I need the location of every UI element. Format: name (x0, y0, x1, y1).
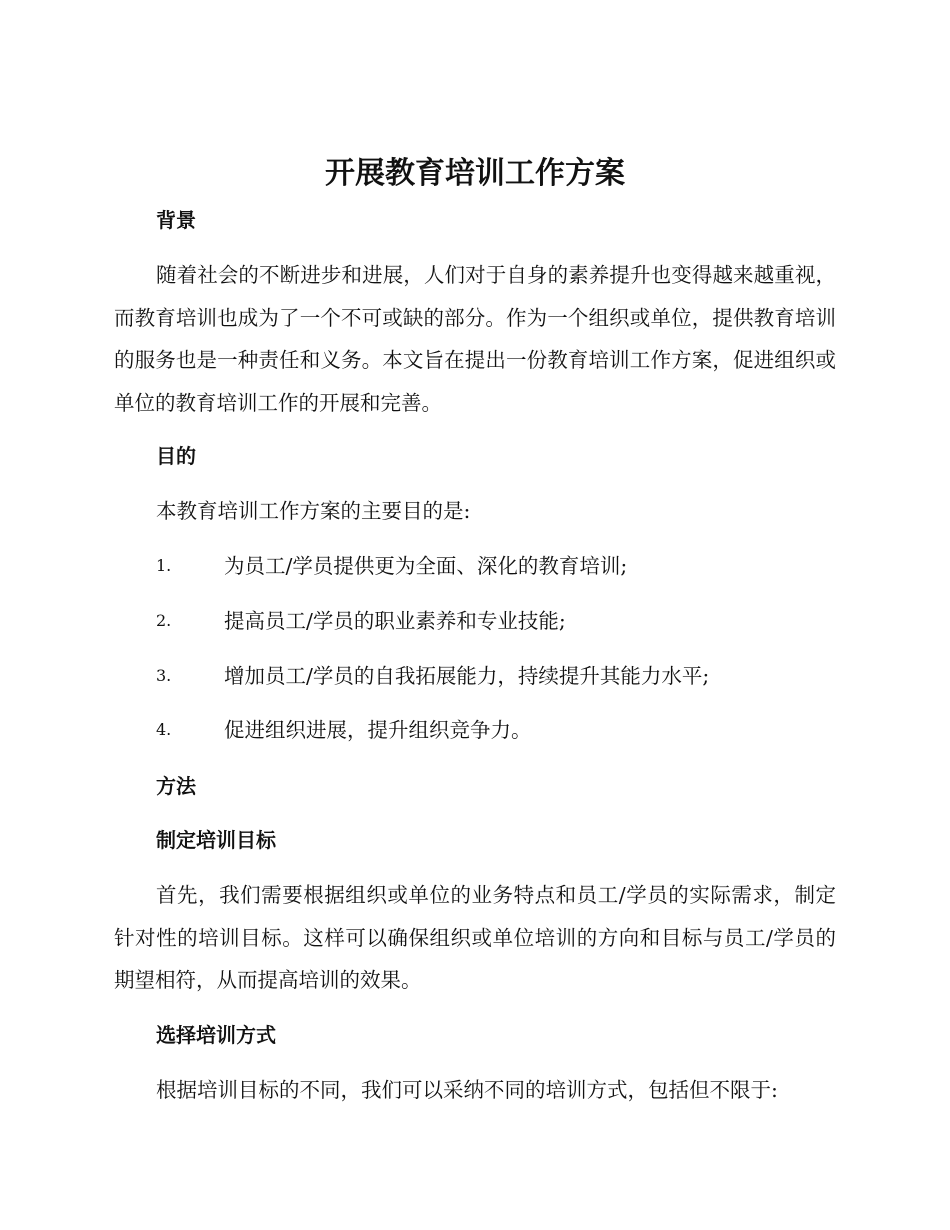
list-item-text: 提高员工/学员的职业素养和专业技能; (224, 609, 566, 633)
goals-paragraph: 首先，我们需要根据组织或单位的业务特点和员工/学员的实际需求，制定针对性的培训目标。这样可以确保组织或单位培训的方向和目标与员工/学员的期望相符，从而提高培训的效果。 (114, 883, 836, 992)
list-item-number: 4. (156, 720, 172, 739)
background-paragraph: 随着社会的不断进步和进展，人们对于自身的素养提升也变得越来越重视，而教育培训也成为了一个不可或缺的部分。作为一个组织或单位，提供教育培训的服务也是一种责任和义务。本文旨在提出一份教育培训工作方案，促进组织或单位的教育培训工作的开展和完善。 (114, 263, 836, 415)
purpose-intro: 本教育培训工作方案的主要目的是: (156, 499, 471, 523)
list-item-text: 为员工/学员提供更为全面、深化的教育培训; (224, 554, 628, 578)
section-heading-methods: 方法 (156, 774, 196, 798)
list-item-text: 增加员工/学员的自我拓展能力，持续提升其能力水平; (224, 664, 710, 688)
modes-paragraph: 根据培训目标的不同，我们可以采纳不同的培训方式，包括但不限于: (156, 1078, 778, 1102)
list-item-text: 促进组织进展，提升组织竞争力。 (224, 718, 532, 742)
subsection-heading-goals: 制定培训目标 (156, 828, 276, 852)
list-item-number: 2. (156, 611, 172, 630)
document-title: 开展教育培训工作方案 (325, 156, 625, 191)
list-item-number: 1. (156, 556, 172, 575)
section-heading-purpose: 目的 (156, 444, 196, 468)
subsection-heading-modes: 选择培训方式 (156, 1023, 276, 1047)
list-item-number: 3. (156, 666, 172, 685)
section-heading-background: 背景 (156, 208, 196, 232)
